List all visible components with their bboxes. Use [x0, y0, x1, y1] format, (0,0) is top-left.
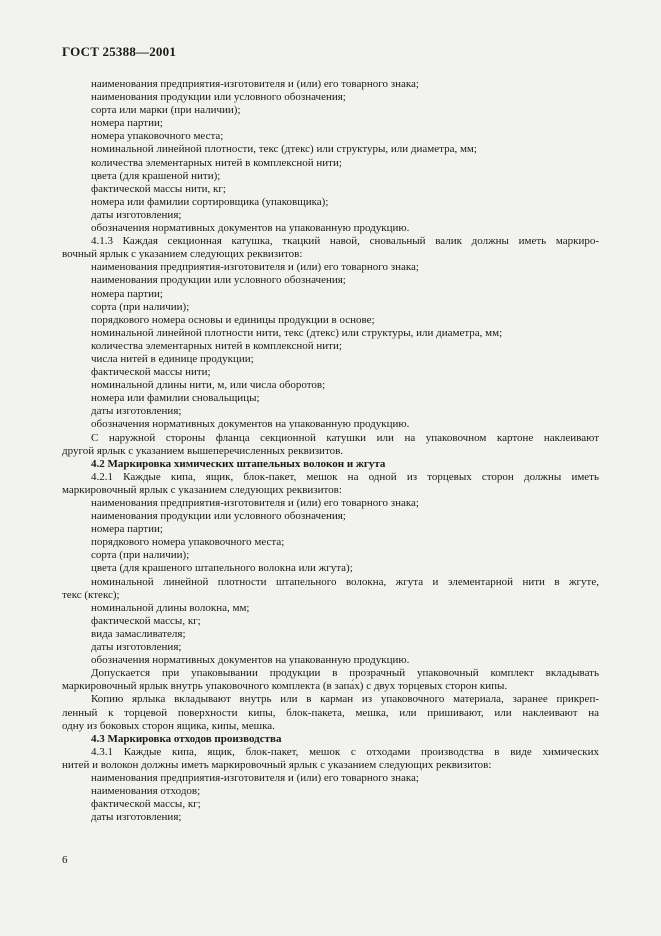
text-line: порядкового номера упаковочного места; — [91, 536, 285, 549]
text-line: другой ярлык с указанием вышеперечисленных реквизитов. — [62, 444, 344, 457]
text-line: цвета (для крашеного штапельного волокна или жгута); — [91, 562, 353, 575]
text-line: даты изготовления; — [91, 208, 182, 221]
text-line: обозначения нормативных документов на упакованную продукцию. — [91, 654, 410, 667]
text-line: наименования продукции или условного обозначения; — [91, 91, 346, 104]
text-line: фактической массы нити; — [91, 366, 211, 379]
text-line: цвета (для крашеной нити); — [91, 169, 221, 182]
text-line: номера партии; — [91, 117, 163, 130]
text-line: даты изготовления; — [91, 405, 182, 418]
text-line: наименования продукции или условного обозначения; — [91, 274, 346, 287]
text-line: маркировочный ярлык с указанием следующих реквизитов: — [62, 483, 342, 496]
document-body — [62, 78, 599, 824]
text-line: вочный ярлык с указанием следующих реквизитов: — [62, 248, 303, 261]
text-line: номера или фамилии сортировщика (упаковщика); — [91, 195, 329, 208]
text-line: даты изготовления; — [91, 641, 182, 654]
text-line: наименования предприятия-изготовителя и (или) его товарного знака; — [91, 261, 419, 274]
text-line: наименования предприятия-изготовителя и (или) его товарного знака; — [91, 78, 419, 90]
text-line: 4.1.3 Каждая секционная катушка, ткацкий навой, сновальный валик должны иметь маркиро- — [91, 235, 599, 248]
document-header: ГОСТ 25388—2001 — [62, 44, 177, 59]
text-line: количества элементарных нитей в комплексной нити; — [91, 339, 342, 352]
text-line: С наружной стороны фланца секционной катушки или на упаковочном картоне наклеивают — [91, 431, 599, 444]
text-line: обозначения нормативных документов на упакованную продукцию. — [91, 418, 410, 431]
text-line: наименования отходов; — [91, 785, 201, 798]
text-line: номинальной линейной плотности, текс (дтекс) или структуры, или диаметра, мм; — [91, 143, 477, 156]
text-line: одну из боковых сторон ящика, кипы, мешка. — [62, 719, 275, 732]
text-line: 4.3 Маркировка отходов производства — [91, 732, 282, 745]
page-number: 6 — [62, 854, 68, 866]
text-line: сорта (при наличии); — [91, 549, 190, 562]
text-line: наименования предприятия-изготовителя и (или) его товарного знака; — [91, 497, 419, 509]
text-line: номинальной длины нити, м, или числа оборотов; — [91, 379, 326, 392]
text-line: порядкового номера основы и единицы продукции в основе; — [91, 313, 375, 326]
text-line: Копию ярлыка вкладывают внутрь или в карман из упаковочного материала, заранее прикреп- — [91, 693, 599, 706]
text-line: номинальной длины волокна, мм; — [91, 601, 250, 614]
text-line: номинальной линейной плотности штапельного волокна, жгута и элементарной нити в жгуте, — [91, 575, 599, 588]
text-line: маркировочный ярлык внутрь упаковочного комплекта (в запа́х) с двух торцевых сторон кипы. — [62, 680, 508, 693]
text-line: числа нитей в единице продукции; — [91, 352, 254, 365]
text-line: номинальной линейной плотности нити, текс (дтекс) или структуры, или диаметра, мм; — [91, 326, 503, 339]
text-line: 4.2 Маркировка химических штапельных волокон и жгута — [91, 457, 386, 470]
text-line: сорта (при наличии); — [91, 300, 190, 313]
text-line: даты изготовления; — [91, 811, 182, 824]
text-line: вида замасливателя; — [91, 627, 186, 640]
text-line: Допускается при упаковывании продукции в прозрачный упаковочный комплект вкладывать — [91, 667, 599, 680]
text-line: количества элементарных нитей в комплексной нити; — [91, 156, 342, 169]
text-line: фактической массы, кг; — [91, 798, 201, 811]
text-line: сорта или марки (при наличии); — [91, 104, 241, 117]
text-line: ленный к торцевой поверхности кипы, блок-пакета, мешка, или пришивают, или наклеивают на — [62, 706, 599, 719]
text-line: номера упаковочного места; — [91, 130, 224, 143]
text-line: номера или фамилии сновальщицы; — [91, 392, 260, 405]
text-line: фактической массы, кг; — [91, 614, 201, 627]
text-line: номера партии; — [91, 287, 163, 300]
text-line: 4.3.1 Каждые кипа, ящик, блок-пакет, мешок с отходами производства в виде химических — [91, 745, 599, 758]
text-line: 4.2.1 Каждые кипа, ящик, блок-пакет, мешок на одной из торцевых сторон должны иметь — [91, 470, 599, 483]
text-line: наименования продукции или условного обозначения; — [91, 510, 346, 523]
text-line: нитей и волокон должны иметь маркировочный ярлык с указанием следующих реквизитов: — [62, 758, 492, 771]
text-line: обозначения нормативных документов на упакованную продукцию. — [91, 222, 410, 235]
text-line: фактической массы нити, кг; — [91, 182, 226, 195]
text-line: номера партии; — [91, 523, 163, 536]
text-line: наименования предприятия-изготовителя и (или) его товарного знака; — [91, 771, 419, 784]
text-line: текс (ктекс); — [62, 588, 120, 601]
